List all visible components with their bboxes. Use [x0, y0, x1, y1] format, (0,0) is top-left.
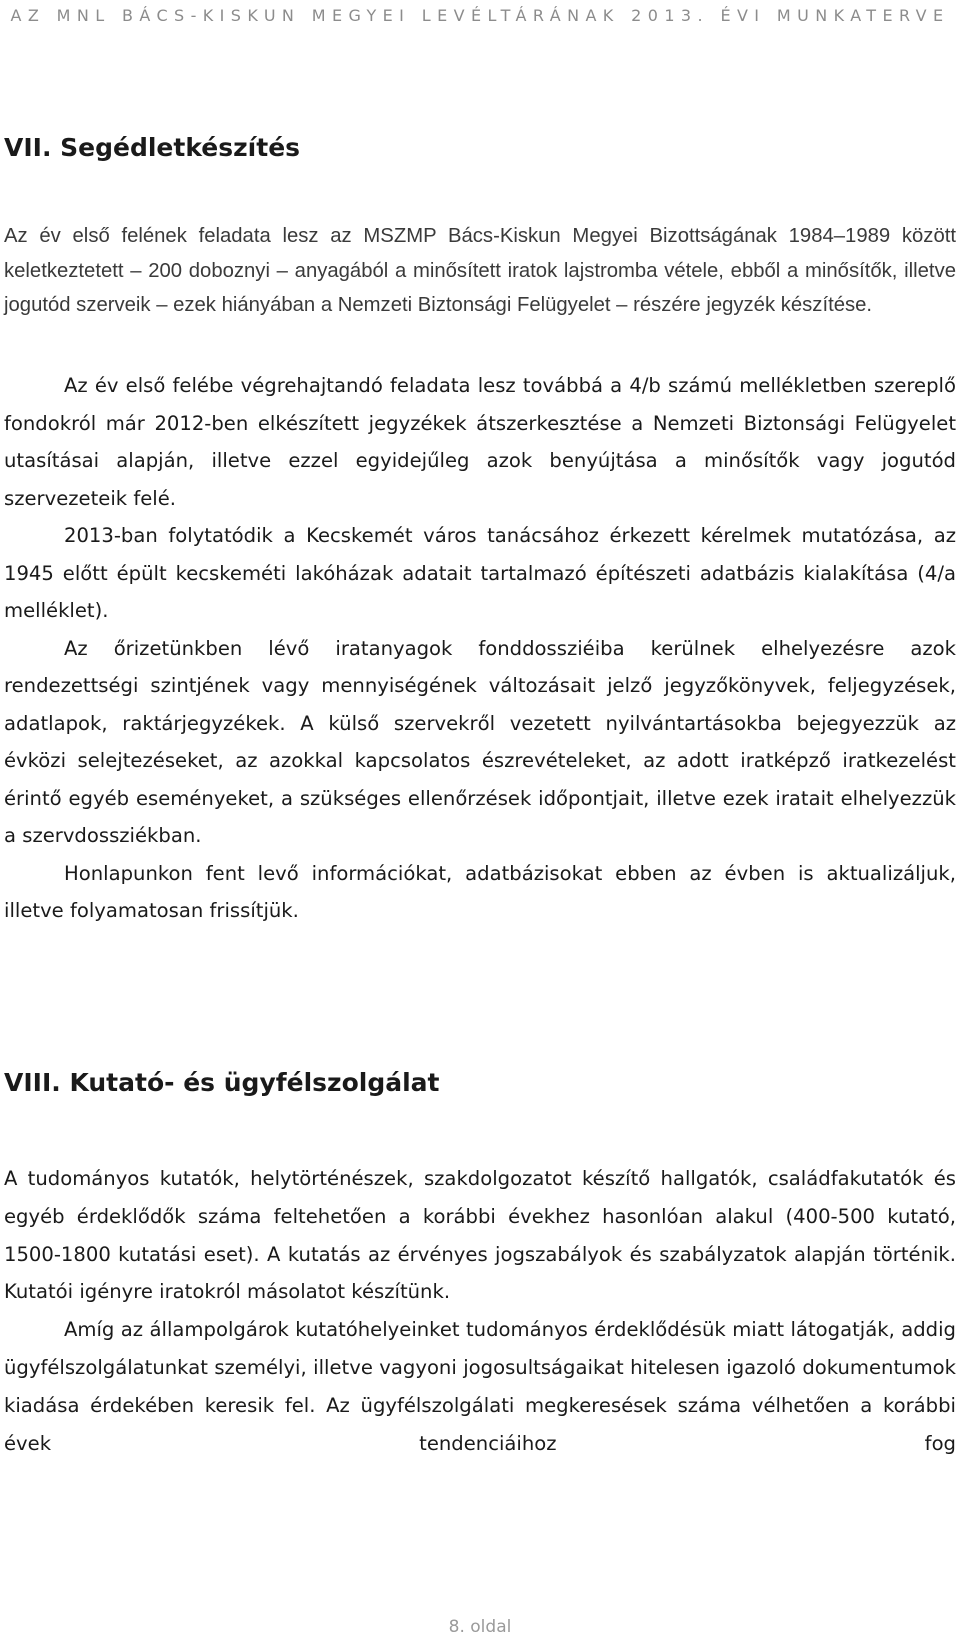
section-heading-segedletkeszites: VII. Segédletkészítés [4, 133, 301, 162]
running-header: AZ MNL BÁCS-KISKUN MEGYEI LEVÉLTÁRÁNAK 2013. ÉVI MUNKATERVE [10, 6, 950, 25]
paragraph-honlap: Honlapunkon fent levő információkat, adatbázisokat ebben az évben is aktualizáljuk, illetve folyamatosan frissítjük. [4, 861, 956, 922]
paragraph-mszmp-lajstrom: Az év első felének feladata lesz az MSZMP Bács-Kiskun Megyei Bizottságának 1984–1989 között keletkeztetett – 200 doboznyi – anyagából a minősített iratok lajstromba vétele, ebből a minősítők, illetve jogutód szerveik – ezek hiányában a Nemzeti Biztonsági Felügyelet – részére jegyzék készítése. [4, 225, 956, 317]
section-heading-kutato-ugyfelszolgalat: VIII. Kutató- és ügyfélszolgálat [4, 1068, 440, 1097]
section8-body [4, 1160, 956, 1462]
paragraph-fonddossziek: Az őrizetünkben lévő iratanyagok fonddossziéiba kerülnek elhelyezésre azok rendezettségi szintjének vagy mennyiségének változásait jelző jegyzőkönyvek, feljegyzések, adatlapok, raktárjegyzékek. A külső szervekről vezetett nyilvántartásokba bejegyezzük az évközi selejtezéseket, az azokkal kapcsolatos észrevételeket, az adott iratképző iratkezelést érintő egyéb eseményeket, a szükséges ellenőrzések időpontjait, illetve ezek iratait elhelyezzük a szervdossziékban. [4, 636, 956, 847]
section7-body [4, 367, 956, 930]
paragraph-kutatok-szama: A tudományos kutatók, helytörténészek, szakdolgozatot készítő hallgatók, családfakutatók és egyéb érdeklődők száma feltehetően a korábbi évekhez hasonlóan alakul (400-500 kutató, 1500-1800 kutatási eset). A kutatás az érvényes jogszabályok és szabályzatok alapján történik. Kutatói igényre iratokról másolatot készítünk. [4, 1167, 956, 1304]
paragraph-kecskemet-mutatozas: 2013-ban folytatódik a Kecskemét város tanácsához érkezett kérelmek mutatózása, az 1945 előtt épült kecskeméti lakóházak adatait tartalmazó építészeti adatbázis kialakítása (4/a melléklet). [4, 524, 956, 622]
page-number: 8. oldal [448, 1617, 512, 1637]
paragraph-jegyzekek-atszerkesztese: Az év első felébe végrehajtandó feladata lesz továbbá a 4/b számú mellékletben szereplő fondokról már 2012-ben elkészített jegyzékek átszerkesztése a Nemzeti Biztonsági Felügyelet utasításai alapján, illetve ezzel egyidejűleg azok benyújtása a minősítők vagy jogutód szervezeteik felé. [4, 374, 956, 510]
section7-intro [4, 219, 956, 323]
paragraph-ugyfelszolgalat: Amíg az állampolgárok kutatóhelyeinket tudományos érdeklődésük miatt látogatják, addig ügyfélszolgálatunkat személyi, illetve vagyoni jogosultságaikat hitelesen igazoló dokumentumok kiadása érdekében keresik fel. Az ügyfélszolgálati megkeresések száma vélhetően a korábbi évek tendenciáihoz fog [4, 1318, 956, 1455]
